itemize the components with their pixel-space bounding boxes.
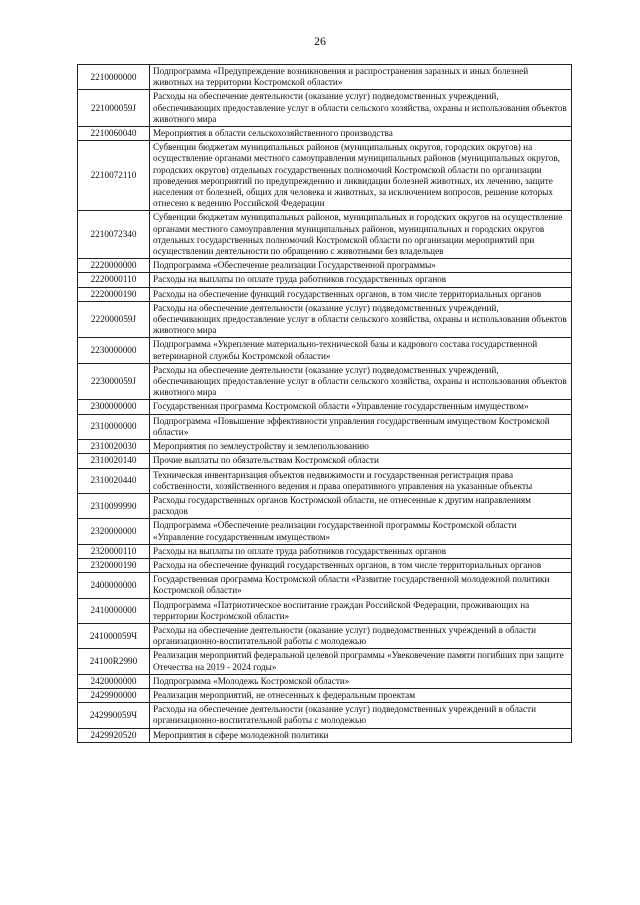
row-code: 221000059J (78, 90, 150, 127)
table-row (78, 127, 572, 141)
row-code: 2310000000 (78, 414, 150, 439)
row-code: 2220000110 (78, 273, 150, 287)
row-code: 2429920520 (78, 728, 150, 742)
row-code: 242990059Ч (78, 703, 150, 728)
table-row (78, 728, 572, 742)
row-name: Расходы на обеспечение деятельности (оказание услуг) подведомственных учреждений в области организационно-воспитательной работы с молодежью (150, 703, 572, 728)
row-name: Расходы на обеспечение функций государственных органов, в том числе территориальных органов (150, 558, 572, 572)
row-name: Государственная программа Костромской области «Развитие государственной молодежной политики Костромской области» (150, 573, 572, 598)
table-row (78, 573, 572, 598)
row-name: Субвенции бюджетам муниципальных районов (муниципальных округов, городских округов) на осуществление органами местного самоуправления муниципальных районов (муниципальных округов, городских округов) отдельных государственных полномочий Костромской области по организации проведения мероприятий по предупреждению и ликвидации болезней животных, их лечению, защите населения от болезней, общих для человека и животных, за исключением вопросов, решение которых отнесено к ведению Российской Федерации (150, 141, 572, 211)
table-row (78, 338, 572, 363)
row-name: Субвенции бюджетам муниципальных районов, муниципальных и городских округов на осуществление органами местного самоуправления муниципальных районов, муниципальных и городских округов отдельных государственных полномочий Костромской области по организации мероприятий при осуществлении деятельности по обращению с животными без владельцев (150, 211, 572, 259)
table-row (78, 273, 572, 287)
row-name: Подпрограмма «Молодежь Костромской области» (150, 674, 572, 688)
row-code: 2410000000 (78, 598, 150, 623)
row-name: Расходы на обеспечение функций государственных органов, в том числе территориальных органов (150, 287, 572, 301)
row-code: 2210072110 (78, 141, 150, 211)
row-name: Техническая инвентаризация объектов недвижимости и государственная регистрация права собственности, хозяйственного ведения и права оперативного управления на указанные объекты (150, 468, 572, 493)
table-row (78, 519, 572, 544)
row-name: Подпрограмма «Обеспечение реализации государственной программы Костромской области «Управление государственным имуществом» (150, 519, 572, 544)
row-code: 241000059Ч (78, 623, 150, 648)
row-name: Подпрограмма «Предупреждение возникновения и распространения заразных и иных болезней животных на территории Костромской области» (150, 65, 572, 90)
row-name: Реализация мероприятий федеральной целевой программы «Увековечение памяти погибших при защите Отечества на 2019 - 2024 годы» (150, 649, 572, 674)
table-row (78, 414, 572, 439)
row-name: Расходы на обеспечение деятельности (оказание услуг) подведомственных учреждений, обеспечивающих предоставление услуг в области сельского хозяйства, охраны и использования объектов животного мира (150, 301, 572, 338)
row-name: Расходы на выплаты по оплате труда работников государственных органов (150, 273, 572, 287)
budget-classification-table (77, 64, 572, 743)
row-code: 2310020440 (78, 468, 150, 493)
row-name: Государственная программа Костромской области «Управление государственным имуществом» (150, 400, 572, 414)
table-row (78, 703, 572, 728)
table-row (78, 493, 572, 518)
row-name: Подпрограмма «Патриотическое воспитание граждан Российской Федерации, проживающих на территории Костромской области» (150, 598, 572, 623)
table-row (78, 544, 572, 558)
table-row (78, 141, 572, 211)
row-code: 2320000000 (78, 519, 150, 544)
table-row (78, 558, 572, 572)
row-name: Расходы на выплаты по оплате труда работников государственных органов (150, 544, 572, 558)
row-code: 222000059J (78, 301, 150, 338)
row-code: 2220000190 (78, 287, 150, 301)
table-row (78, 623, 572, 648)
row-code: 2300000000 (78, 400, 150, 414)
row-name: Мероприятия в области сельскохозяйственного производства (150, 127, 572, 141)
row-code: 2210000000 (78, 65, 150, 90)
row-name: Мероприятия в сфере молодежной политики (150, 728, 572, 742)
table-row (78, 649, 572, 674)
row-code: 2220000000 (78, 259, 150, 273)
row-name: Подпрограмма «Повышение эффективности управления государственным имуществом Костромской области» (150, 414, 572, 439)
row-code: 223000059J (78, 363, 150, 400)
table-row (78, 211, 572, 259)
row-code: 2310099990 (78, 493, 150, 518)
table-row (78, 287, 572, 301)
row-code: 2210072340 (78, 211, 150, 259)
table-row (78, 468, 572, 493)
row-name: Подпрограмма «Укрепление материально-технической базы и кадрового состава государственной ветеринарной службы Костромской области» (150, 338, 572, 363)
row-name: Расходы на обеспечение деятельности (оказание услуг) подведомственных учреждений, обеспечивающих предоставление услуг в области сельского хозяйства, охраны и использования объектов животного мира (150, 90, 572, 127)
page-number: 26 (314, 34, 326, 48)
row-name: Мероприятия по землеустройству и землепользованию (150, 440, 572, 454)
table-row (78, 90, 572, 127)
row-name: Подпрограмма «Обеспечение реализации Государственной программы» (150, 259, 572, 273)
row-code: 2400000000 (78, 573, 150, 598)
row-code: 2310020030 (78, 440, 150, 454)
row-code: 2310020140 (78, 454, 150, 468)
table-row (78, 259, 572, 273)
row-code: 2320000110 (78, 544, 150, 558)
table-row (78, 454, 572, 468)
table-row (78, 688, 572, 702)
row-code: 2210060040 (78, 127, 150, 141)
row-code: 2320000190 (78, 558, 150, 572)
table-row (78, 598, 572, 623)
table-row (78, 674, 572, 688)
row-code: 24100R2990 (78, 649, 150, 674)
row-code: 2429900000 (78, 688, 150, 702)
row-code: 2230000000 (78, 338, 150, 363)
row-name: Расходы на обеспечение деятельности (оказание услуг) подведомственных учреждений, обеспечивающих предоставление услуг в области сельского хозяйства, охраны и использования объектов животного мира (150, 363, 572, 400)
row-name: Расходы государственных органов Костромской области, не отнесенные к другим направлениям расходов (150, 493, 572, 518)
table-row (78, 440, 572, 454)
row-name: Расходы на обеспечение деятельности (оказание услуг) подведомственных учреждений в области организационно-воспитательной работы с молодежью (150, 623, 572, 648)
table-row (78, 400, 572, 414)
row-code: 2420000000 (78, 674, 150, 688)
table-row (78, 363, 572, 400)
row-name: Реализация мероприятий, не отнесенных к федеральным проектам (150, 688, 572, 702)
table-row (78, 301, 572, 338)
table-row (78, 65, 572, 90)
row-name: Прочие выплаты по обязательствам Костромской области (150, 454, 572, 468)
